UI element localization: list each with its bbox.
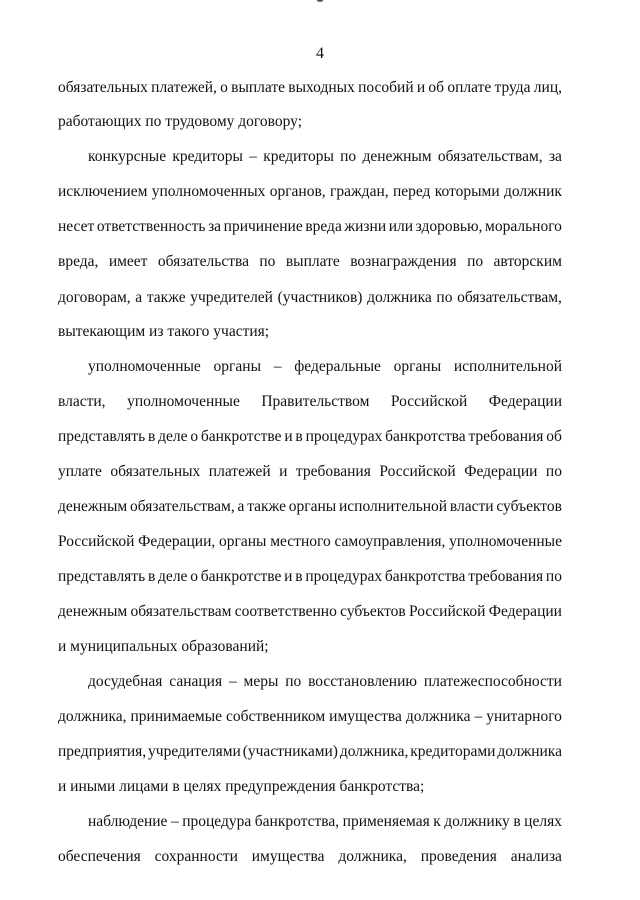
text-line: уплате обязательных платежей и требования Российской Федерации по xyxy=(58,463,562,480)
text-line: предприятия, учредителями (участниками) должника, кредиторами должника xyxy=(58,743,562,760)
text-line: и муниципальных образований; xyxy=(58,638,269,655)
text-line: обязательных платежей, о выплате выходных пособий и об оплате труда лиц, xyxy=(58,79,562,96)
text-line: и иными лицами в целях предупреждения банкротства; xyxy=(58,778,425,795)
text-line: вреда, имеет обязательства по выплате вознаграждения по авторским xyxy=(58,253,562,270)
text-line: Российской Федерации, органы местного самоуправления, уполномоченные xyxy=(58,533,562,550)
text-line: денежным обязательствам, а также органы исполнительной власти субъектов xyxy=(58,498,562,515)
text-line: обеспечения сохранности имущества должника, проведения анализа xyxy=(58,848,562,865)
text-line: уполномоченные органы – федеральные органы исполнительной xyxy=(88,358,562,375)
text-line: несет ответственность за причинение вреда жизни или здоровью, морального xyxy=(58,218,562,235)
text-line: денежным обязательствам соответственно субъектов Российской Федерации xyxy=(58,603,562,620)
text-line: конкурсные кредиторы – кредиторы по денежным обязательствам, за xyxy=(88,148,562,165)
text-line: представлять в деле о банкротстве и в процедурах банкротства требования по xyxy=(58,568,562,585)
scan-mark xyxy=(316,0,324,2)
page-number: 4 xyxy=(316,45,324,62)
text-line: работающих по трудовому договору; xyxy=(58,113,302,130)
text-line: досудебная санация – меры по восстановлению платежеспособности xyxy=(88,673,562,690)
text-line: представлять в деле о банкротстве и в процедурах банкротства требования об xyxy=(58,428,562,445)
text-line: исключением уполномоченных органов, граждан, перед которыми должник xyxy=(58,183,562,200)
text-line: власти, уполномоченные Правительством Российской Федерации xyxy=(58,393,562,410)
text-line: наблюдение – процедура банкротства, применяемая к должнику в целях xyxy=(88,813,562,830)
text-line: вытекающим из такого участия; xyxy=(58,323,270,340)
text-line: должника, принимаемые собственником имущества должника – унитарного xyxy=(58,708,562,725)
text-line: договорам, а также учредителей (участников) должника по обязательствам, xyxy=(58,289,562,306)
